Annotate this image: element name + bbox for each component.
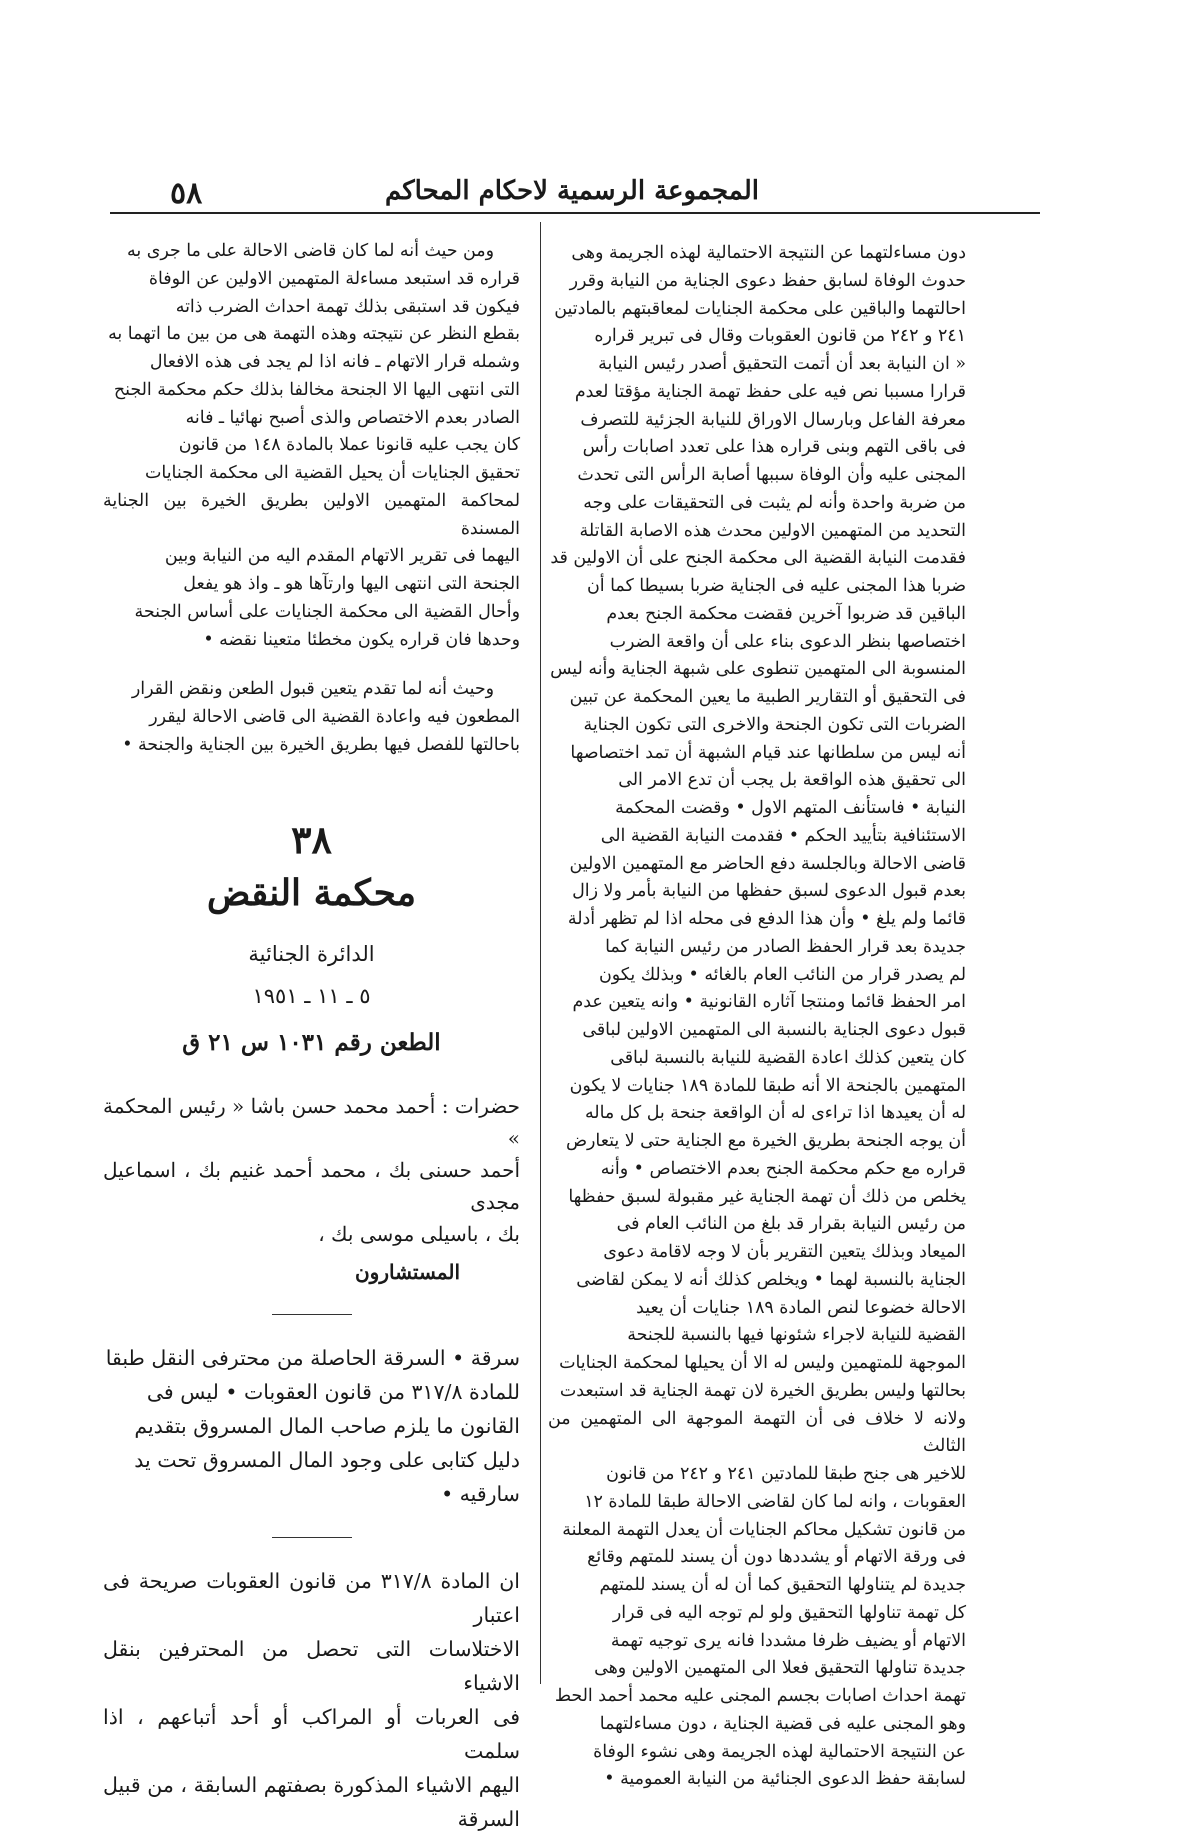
judges-line: حضرات : أحمد محمد حسن باشا « رئيس المحكمة » [103,1093,520,1150]
page-number: ٥٨ [170,176,203,211]
right-column-line: كان يتعين كذلك اعادة القضية للنيابة بالنسبة لباقى [610,1047,966,1068]
headnote-line: سرقة • السرقة الحاصلة من محترفى النقل طبقا [105,1345,520,1370]
conclusion-line: وحيث أنه لما تقدم يتعين قبول الطعن ونقض القرار [131,679,494,700]
section-separator [272,1537,352,1538]
conclusion-line: باحالتها للفصل فيها بطريق الخيرة بين الجناية والجنحة • [122,734,520,755]
right-column-line: قاضى الاحالة وبالجلسة دفع الحاضر مع المتهمين الاولين [569,853,966,874]
right-column-line: ولانه لا خلاف فى أن التهمة الموجهة الى المتهمين من الثالث [548,1408,966,1457]
right-column-line: تهمة احداث اصابات بجسم المجنى عليه محمد أحمد الحط [554,1686,966,1706]
right-column-line: من رئيس النيابة بقرار قد بلغ من النائب العام فى [616,1214,966,1235]
right-column-line: لسابقة حفظ الدعوى الجنائية من النيابة العمومية • [604,1769,966,1790]
right-column-line: معرفة الفاعل وبارسال الاوراق للنيابة الجزئية للتصرف [580,409,966,430]
ruling-paragraph-line: وحدها فان قراره يكون مخطئا متعينا نقضه • [203,629,520,650]
right-column-line: الى تحقيق هذه الواقعة بل يجب أن تدع الامر الى [618,770,966,791]
right-column-line: الاحالة خضوعا لنص المادة ١٨٩ جنايات أن يعيد [636,1297,966,1318]
ruling-paragraph-line: كان يجب عليه قانونا عملا بالمادة ١٤٨ من قانون [178,435,520,456]
right-column-line: اختصاصها بنظر الدعوى بناء على أن واقعة الضرب [609,631,966,652]
right-column-line: دون مساءلتهما عن النتيجة الاحتمالية لهذه الجريمة وهى [571,243,966,263]
right-column-line: فقدمت النيابة القضية الى محكمة الجنح على أن الاولين قد [550,548,966,569]
headnote-line: دليل كتابى على وجود المال المسروق تحت يد [134,1447,520,1472]
right-column-line: جديدة بعد قرار الحفظ الصادر من رئيس النيابة كما [605,936,966,957]
right-column-line: الاستئنافية بتأييد الحكم • فقدمت النيابة القضية الى [600,825,966,846]
right-column-line: ضربا هذا المجنى عليه فى الجناية ضربا بسيطا كما أن [586,576,966,596]
column-divider [540,222,541,1684]
decision-date: ٥ ـ ١١ ـ ١٩٥١ [252,983,371,1008]
running-title: المجموعة الرسمية لاحكام المحاكم [385,176,759,206]
case-number: ٣٨ [291,816,332,862]
headnote-line: القانون ما يلزم صاحب المال المسروق بتقديم [134,1413,520,1438]
right-column-line: كل تهمة تناولها التحقيق ولو لم توجه اليه فى قرار [612,1602,966,1623]
right-column-line: المتهمين بالجنحة الا أنه طبقا للمادة ١٨٩ جنايات لا يكون [569,1075,966,1096]
ruling-paragraph-line: وأحال القضية الى محكمة الجنايات على أساس الجنحة [134,601,520,622]
right-column-line: قائما ولم يلغ • وأن هذا الدفع فى محله اذا لم تظهر أدلة [567,909,966,929]
commentary-line: اليهم الاشياء المذكورة بصفتهم السابقة ، من قبيل السرقة [103,1772,520,1831]
judges-list [103,1090,520,1250]
right-column-line: امر الحفظ قائما ومنتجا آثاره القانونية • وانه يتعين عدم [572,992,966,1013]
ruling-paragraph-line: تحقيق الجنايات أن يحيل القضية الى محكمة الجنايات [145,463,520,483]
right-column-line: القضية للنيابة لاجراء شئونها فيها بالنسبة للجنحة [627,1325,966,1346]
commentary-line: الاختلاسات التى تحصل من المحترفين بنقل الاشياء [103,1636,520,1695]
right-column-line: حدوث الوفاة لسابق حفظ دعوى الجناية من النيابة وقرر [569,270,966,291]
headnote-line: سارقيه • [441,1481,520,1506]
court-name: محكمة النقض [206,871,417,914]
ruling-paragraph-line: ومن حيث أنه لما كان قاضى الاحالة على ما جرى به [127,241,494,261]
right-column-line: التحديد من المتهمين الاولين محدث هذه الاصابة القاتلة [579,520,966,541]
right-column-line: عن النتيجة الاحتمالية لهذه الجريمة وهى نشوء الوفاة [593,1741,966,1762]
right-column-line: الميعاد وبذلك يتعين التقرير بأن لا وجه لاقامة دعوى [603,1242,966,1262]
right-column-line: فى باقى التهم وبنى قراره هذا على تعدد اصابات رأس [582,437,966,458]
judges-line: أحمد حسنى بك ، محمد أحمد غنيم بك ، اسماعيل مجدى [103,1157,520,1214]
right-column-line: الباقين قد ضربوا آخرين فقضت محكمة الجنح بعدم [606,603,966,624]
right-column-line: الجناية بالنسبة لهما • ويخلص كذلك أنه لا يمكن لقاضى [576,1269,966,1290]
right-column-line: جديدة تناولها التحقيق فعلا الى المتهمين الاولين وهى [594,1658,966,1679]
ruling-paragraph-line: بقطع النظر عن نتيجته وهذه التهمة هى من بين ما اتهما به [108,324,520,345]
right-column-line: الاتهام أو يضيف ظرفا مشددا فانه يرى توجيه تهمة [610,1630,966,1651]
appeal-number: الطعن رقم ١٠٣١ س ٢١ ق [182,1028,441,1056]
ruling-paragraph-line: وشمله قرار الاتهام ـ فانه اذا لم يجد فى هذه الافعال [149,352,520,372]
right-column-line: يخلص من ذلك أن تهمة الجناية غير مقبولة لسبق حفظها [568,1186,966,1207]
ruling-paragraph-line: فيكون قد استبقى بذلك تهمة احداث الضرب ذاته [175,296,520,317]
right-column-line: « ان النيابة بعد أن أتمت التحقيق أصدر رئيس النيابة [598,354,966,374]
right-column-line: لم يصدر قرار من النائب العام بالغائه • وبذلك يكون [598,964,966,985]
right-column-line: قبول دعوى الجناية بالنسبة الى المتهمين الاولين لباقى [582,1020,966,1040]
right-column-line: من ضربة واحدة وأنه لم يثبت فى التحقيقات على وجه [583,492,966,513]
ruling-paragraph-line: لمحاكمة المتهمين الاولين بطريق الخيرة بين الجناية المسندة [103,490,520,539]
section-separator [272,1314,352,1315]
ruling-paragraph-line: الصادر بعدم الاختصاص والذى أصبح نهائيا ـ فانه [185,407,520,428]
right-column-line: فى ورقة الاتهام أو يشددها دون أن يسند للمتهم وقائع [587,1547,966,1568]
right-column [548,240,966,1794]
ruling-paragraph-line: الجنحة التى انتهى اليها وارتآها هو ـ واذ هو يفعل [183,574,520,594]
right-column-line: للاخير هى جنح طبقا للمادتين ٢٤١ و ٢٤٢ من قانون [606,1464,966,1484]
headnote [103,1341,520,1511]
chamber-name: الدائرة الجنائية [248,941,375,966]
right-column-line: المنسوبة الى المتهمين تنطوى على شبهة الجناية وأنه ليس [550,659,966,680]
right-column-line: ٢٤١ و ٢٤٢ من قانون العقوبات وقال فى تبرير قراره [594,326,966,347]
conclusion-line: المطعون فيه واعادة القضية الى قاضى الاحالة ليقرر [149,707,520,727]
right-column-line: بحالتها وليس بطريق الخيرة لان تهمة الجناية قد استبعدت [559,1380,966,1401]
right-column-line: جديدة لم يتناولها التحقيق كما أن له أن يسند للمتهم [599,1575,966,1595]
right-column-line: له أن يعيدها اذا تراءى له أن الواقعة جنحة بل كل ماله [584,1103,966,1124]
right-column-line: وهو المجنى عليه فى قضية الجناية ، دون مساءلتهما [599,1713,966,1734]
right-column-line: فى التحقيق أو التقارير الطبية ما يعين المحكمة عن تبين [569,687,966,707]
headnote-line: للمادة ٣١٧/٨ من قانون العقوبات • ليس فى [146,1379,520,1404]
right-column-line: أن يوجه الجنحة بطريق الخيرة مع الجناية حتى لا يتعارض [565,1131,966,1151]
right-column-line: العقوبات ، وانه لما كان لقاضى الاحالة طبقا للمادة ١٢ [584,1491,966,1512]
right-column-line: الموجهة للمتهمين وليس له الا أن يحيلها لمحكمة الجنايات [559,1353,966,1373]
commentary-line: فى العربات أو المراكب أو أحد أتباعهم ، اذا سلمت [103,1704,520,1763]
right-column-line: أنه ليس من سلطانها عند قيام الشبهة أن تمد اختصاصها [570,742,966,763]
commentary-line: ان المادة ٣١٧/٨ من قانون العقوبات صريحة فى اعتبار [103,1568,520,1627]
right-column-line: الضربات التى تكون الجنحة والاخرى التى تكون الجناية [583,714,966,735]
right-column-line: بعدم قبول الدعوى لسبق حفظها من النيابة بأمر ولا زال [572,881,966,902]
right-column-line: قرارا مسببا نص فيه على حفظ تهمة الجناية مؤقتا لعدم [574,381,966,402]
ruling-paragraph-line: اليهما فى تقرير الاتهام المقدم اليه من النيابة وبين [164,546,520,567]
right-column-line: النيابة • فاستأنف المتهم الاول • وقضت المحكمة [615,798,966,818]
header-rule [110,212,1040,214]
left-column [103,238,520,1836]
ruling-paragraph-line: قراره قد استبعد مساءلة المتهمين الاولين عن الوفاة [148,268,520,289]
judges-line: بك ، باسيلى موسى بك ، [318,1221,520,1246]
commentary [103,1564,520,1836]
right-column-line: من قانون تشكيل محاكم الجنايات أن يعدل التهمة المعلنة [562,1519,966,1540]
advisers-label: المستشارون [354,1259,460,1284]
right-column-line: المجنى عليه وأن الوفاة سببها أصابة الرأس التى تحدث [577,465,966,485]
right-column-line: قراره مع حكم محكمة الجنح بعدم الاختصاص • وأنه [600,1158,966,1179]
ruling-paragraph-line: التى انتهى اليها الا الجنحة مخالفا بذلك حكم محكمة الجنح [113,379,520,400]
page-header [170,170,970,210]
right-column-line: احالتهما والباقين على محكمة الجنايات لمعاقبتهم بالمادتين [554,298,966,319]
paragraph-gap [103,654,520,676]
